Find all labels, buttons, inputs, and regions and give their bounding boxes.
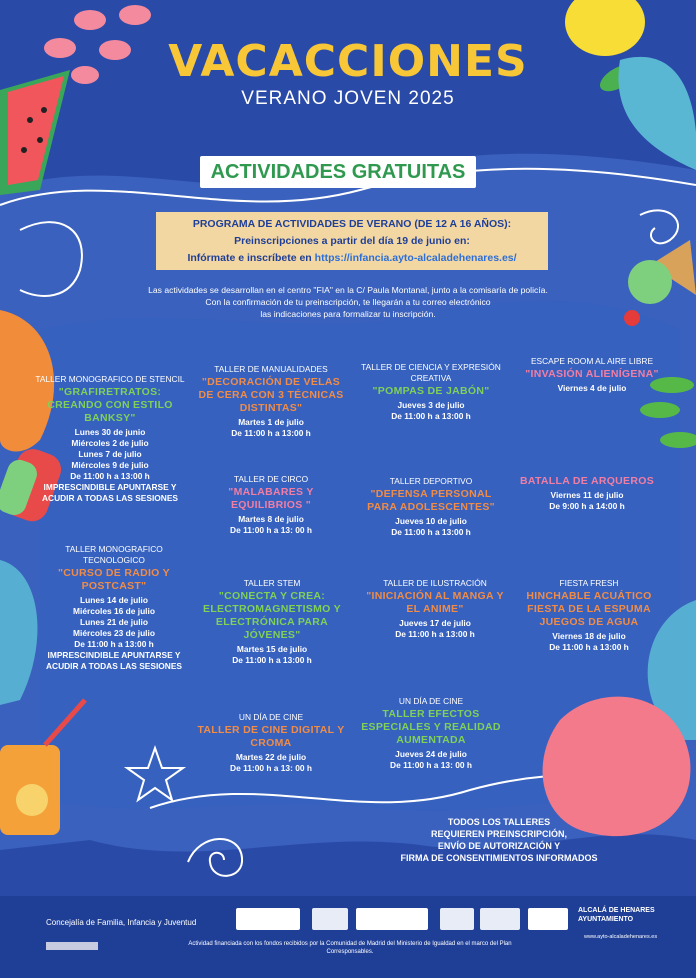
program-line-3-prefix: Infórmate e inscríbete en — [187, 252, 312, 264]
activity-category: ESCAPE ROOM AL AIRE LIBRE — [530, 356, 654, 366]
activity-time: De 11:00 h a 13: 00 h — [230, 525, 312, 535]
activity-name: HINCHABLE ACUÁTICO FIESTA DE LA ESPUMA JUEGOS DE AGUA — [526, 590, 652, 628]
financing-note: Actividad financiada con los fondos recibidos por la Comunidad de Madrid del Ministerio de Igualdad en el marco del Plan Corresponsables. — [188, 941, 512, 955]
activity-manga — [360, 578, 510, 640]
activity-category: TALLER DE MANUALIDADES — [214, 364, 328, 374]
intro-line-3: las indicaciones para formalizar tu inscripción. — [260, 309, 436, 319]
page-subtitle: VERANO JOVEN 2025 — [241, 88, 455, 109]
activity-note: IMPRESCINDIBLE APUNTARSE Y ACUDIR A TODAS LAS SESIONES — [41, 482, 179, 503]
activity-date: Lunes 7 de julio — [78, 449, 142, 459]
page-title: VACACCIONES — [168, 36, 528, 87]
activity-date: Lunes 14 de julio — [80, 595, 148, 605]
activity-time: De 11:00 h a 13:00 h — [70, 471, 150, 481]
activity-name: TALLER EFECTOS ESPECIALES Y REALIDAD AUMENTADA — [361, 708, 501, 746]
concejalia-label: Concejalía de Familia, Infancia y Juventud — [46, 918, 197, 927]
activity-time: De 11:00 h a 13:00 h — [391, 527, 471, 537]
activity-date: Viernes 4 de julio — [557, 383, 627, 393]
activity-category: TALLER DE CIENCIA Y EXPRESIÓN CREATIVA — [361, 362, 501, 383]
activity-date: Jueves 3 de julio — [397, 400, 465, 410]
gobierno-logo — [236, 908, 300, 930]
ayuntamiento-sub: AYUNTAMIENTO — [578, 916, 634, 923]
activity-date: Miércoles 16 de julio — [73, 606, 155, 616]
activity-category: TALLER DE ILUSTRACIÓN — [383, 578, 487, 588]
activity-name: "CURSO DE RADIO Y POSTCAST" — [58, 567, 170, 592]
activity-name: "DECORACIÓN DE VELAS DE CERA CON 3 TÉCNICAS DISTINTAS" — [198, 376, 344, 414]
activity-category: UN DÍA DE CINE — [238, 712, 304, 722]
intro-line-1: Las actividades se desarrollan en el centro "FIA" en la C/ Paula Montanal, junto a la comisaría de policía. — [148, 285, 548, 295]
activity-name: TALLER DE CINE DIGITAL Y CROMA — [197, 724, 345, 749]
website-link[interactable]: www.ayto-alcaladehenares.es — [584, 934, 658, 940]
activity-name: "INVASIÓN ALIENÍGENA" — [525, 368, 659, 380]
activity-category: TALLER MONOGRAFICO DE STENCIL — [35, 374, 185, 384]
program-box — [156, 212, 548, 270]
registration-link[interactable]: https://infancia.ayto-alcaladehenares.es/ — [314, 252, 517, 264]
activity-time: De 11:00 h a 13:00 h — [395, 629, 475, 639]
activity-date: Lunes 30 de junio — [74, 427, 146, 437]
ayuntamiento-name: ALCALÁ DE HENARES — [578, 907, 655, 914]
activity-radio — [36, 544, 192, 672]
activity-category: TALLER DE CIRCO — [233, 474, 309, 484]
activity-name: "POMPAS DE JABÓN" — [372, 385, 490, 397]
activity-date: Miércoles 23 de julio — [73, 628, 155, 638]
activity-date: Viernes 11 de julio — [550, 490, 624, 500]
activity-time: De 11:00 h a 13:00 h — [549, 642, 629, 652]
intro-line-2: Con la confirmación de tu preinscripción, te llegarán a tu correo electrónico — [205, 297, 491, 307]
note-line: REQUIEREN PREINSCRIPCIÓN, — [430, 829, 568, 839]
free-activities-badge: ACTIVIDADES GRATUITAS — [200, 156, 476, 188]
requirements-note — [390, 816, 608, 864]
activity-grafiretratos — [30, 374, 190, 504]
activity-date: Martes 15 de julio — [236, 644, 308, 654]
activity-date: Martes 8 de julio — [238, 514, 304, 524]
ayuntamiento-logo — [578, 906, 655, 924]
small-logo — [46, 942, 98, 950]
activity-category: TALLER DEPORTIVO — [389, 476, 473, 486]
activity-name: "GRAFIRETRATOS: CREANDO CON ESTILO BANKSY" — [47, 386, 173, 424]
header — [0, 36, 696, 110]
activity-name: BATALLA DE ARQUEROS — [519, 475, 655, 487]
activity-time: De 11:00 h a 13:00 h — [232, 655, 312, 665]
activity-time: De 11:00 h a 13:00 h — [74, 639, 154, 649]
activity-time: De 11:00 h a 13:00 h — [231, 428, 311, 438]
activity-efectos — [356, 696, 506, 771]
comunidad-madrid-logo — [356, 908, 428, 930]
activity-date: Jueves 10 de julio — [395, 516, 467, 526]
activity-fiesta-fresh — [514, 578, 664, 653]
activity-category: TALLER MONOGRAFICO TECNOLOGICO — [65, 544, 163, 565]
partner-logo — [480, 908, 520, 930]
activity-arqueros — [512, 474, 662, 512]
activity-date: Jueves 17 de julio — [399, 618, 471, 628]
activity-date: Jueves 24 de julio — [395, 749, 467, 759]
activity-date: Martes 1 de julio — [238, 417, 304, 427]
activity-time: De 11:00 h a 13: 00 h — [390, 760, 472, 770]
activity-name: "MALABARES Y EQUILIBRIOS " — [228, 486, 314, 511]
activity-pompas — [356, 362, 506, 422]
program-line-1: PROGRAMA DE ACTIVIDADES DE VERANO (DE 12 A 16 AÑOS): — [192, 218, 512, 230]
note-line: FIRMA DE CONSENTIMIENTOS INFORMADOS — [400, 853, 598, 863]
activity-time: De 11:00 h a 13: 00 h — [230, 763, 312, 773]
program-line-3 — [156, 250, 548, 267]
com-logo — [440, 908, 474, 930]
activity-name: "INICIACIÓN AL MANGA Y EL ANIME" — [366, 590, 504, 615]
activity-time: De 9:00 h a 14:00 h — [549, 501, 625, 511]
activity-circo — [206, 474, 336, 536]
fia-logo — [528, 908, 568, 930]
activity-note: IMPRESCINDIBLE APUNTARSE Y ACUDIR A TODAS LAS SESIONES — [45, 650, 183, 671]
activity-category: FIESTA FRESH — [559, 578, 619, 588]
activity-date: Viernes 18 de julio — [552, 631, 626, 641]
activity-date: Lunes 21 de julio — [80, 617, 148, 627]
program-line-2: Preinscripciones a partir del día 19 de junio en: — [234, 235, 470, 247]
corresponsables-logo — [312, 908, 348, 930]
note-line: TODOS LOS TALLERES — [447, 817, 551, 827]
activity-cine-digital — [196, 712, 346, 774]
intro-text — [80, 284, 616, 320]
activity-stem — [196, 578, 348, 666]
activity-time: De 11:00 h a 13:00 h — [391, 411, 471, 421]
activity-name: "CONECTA Y CREA: ELECTROMAGNETISMO Y ELECTRÓNICA PARA JÓVENES" — [203, 590, 341, 641]
note-line: ENVÍO DE AUTORIZACIÓN Y — [437, 841, 561, 851]
activity-escape-room — [512, 356, 672, 394]
activity-date: Miércoles 2 de julio — [71, 438, 149, 448]
activity-velas — [196, 364, 346, 439]
activity-date: Martes 22 de julio — [235, 752, 307, 762]
activity-date: Miércoles 9 de julio — [71, 460, 149, 470]
activity-category: TALLER STEM — [243, 578, 301, 588]
activity-category: UN DÍA DE CINE — [398, 696, 464, 706]
activity-defensa — [356, 476, 506, 538]
activity-name: "DEFENSA PERSONAL PARA ADOLESCENTES" — [367, 488, 495, 513]
